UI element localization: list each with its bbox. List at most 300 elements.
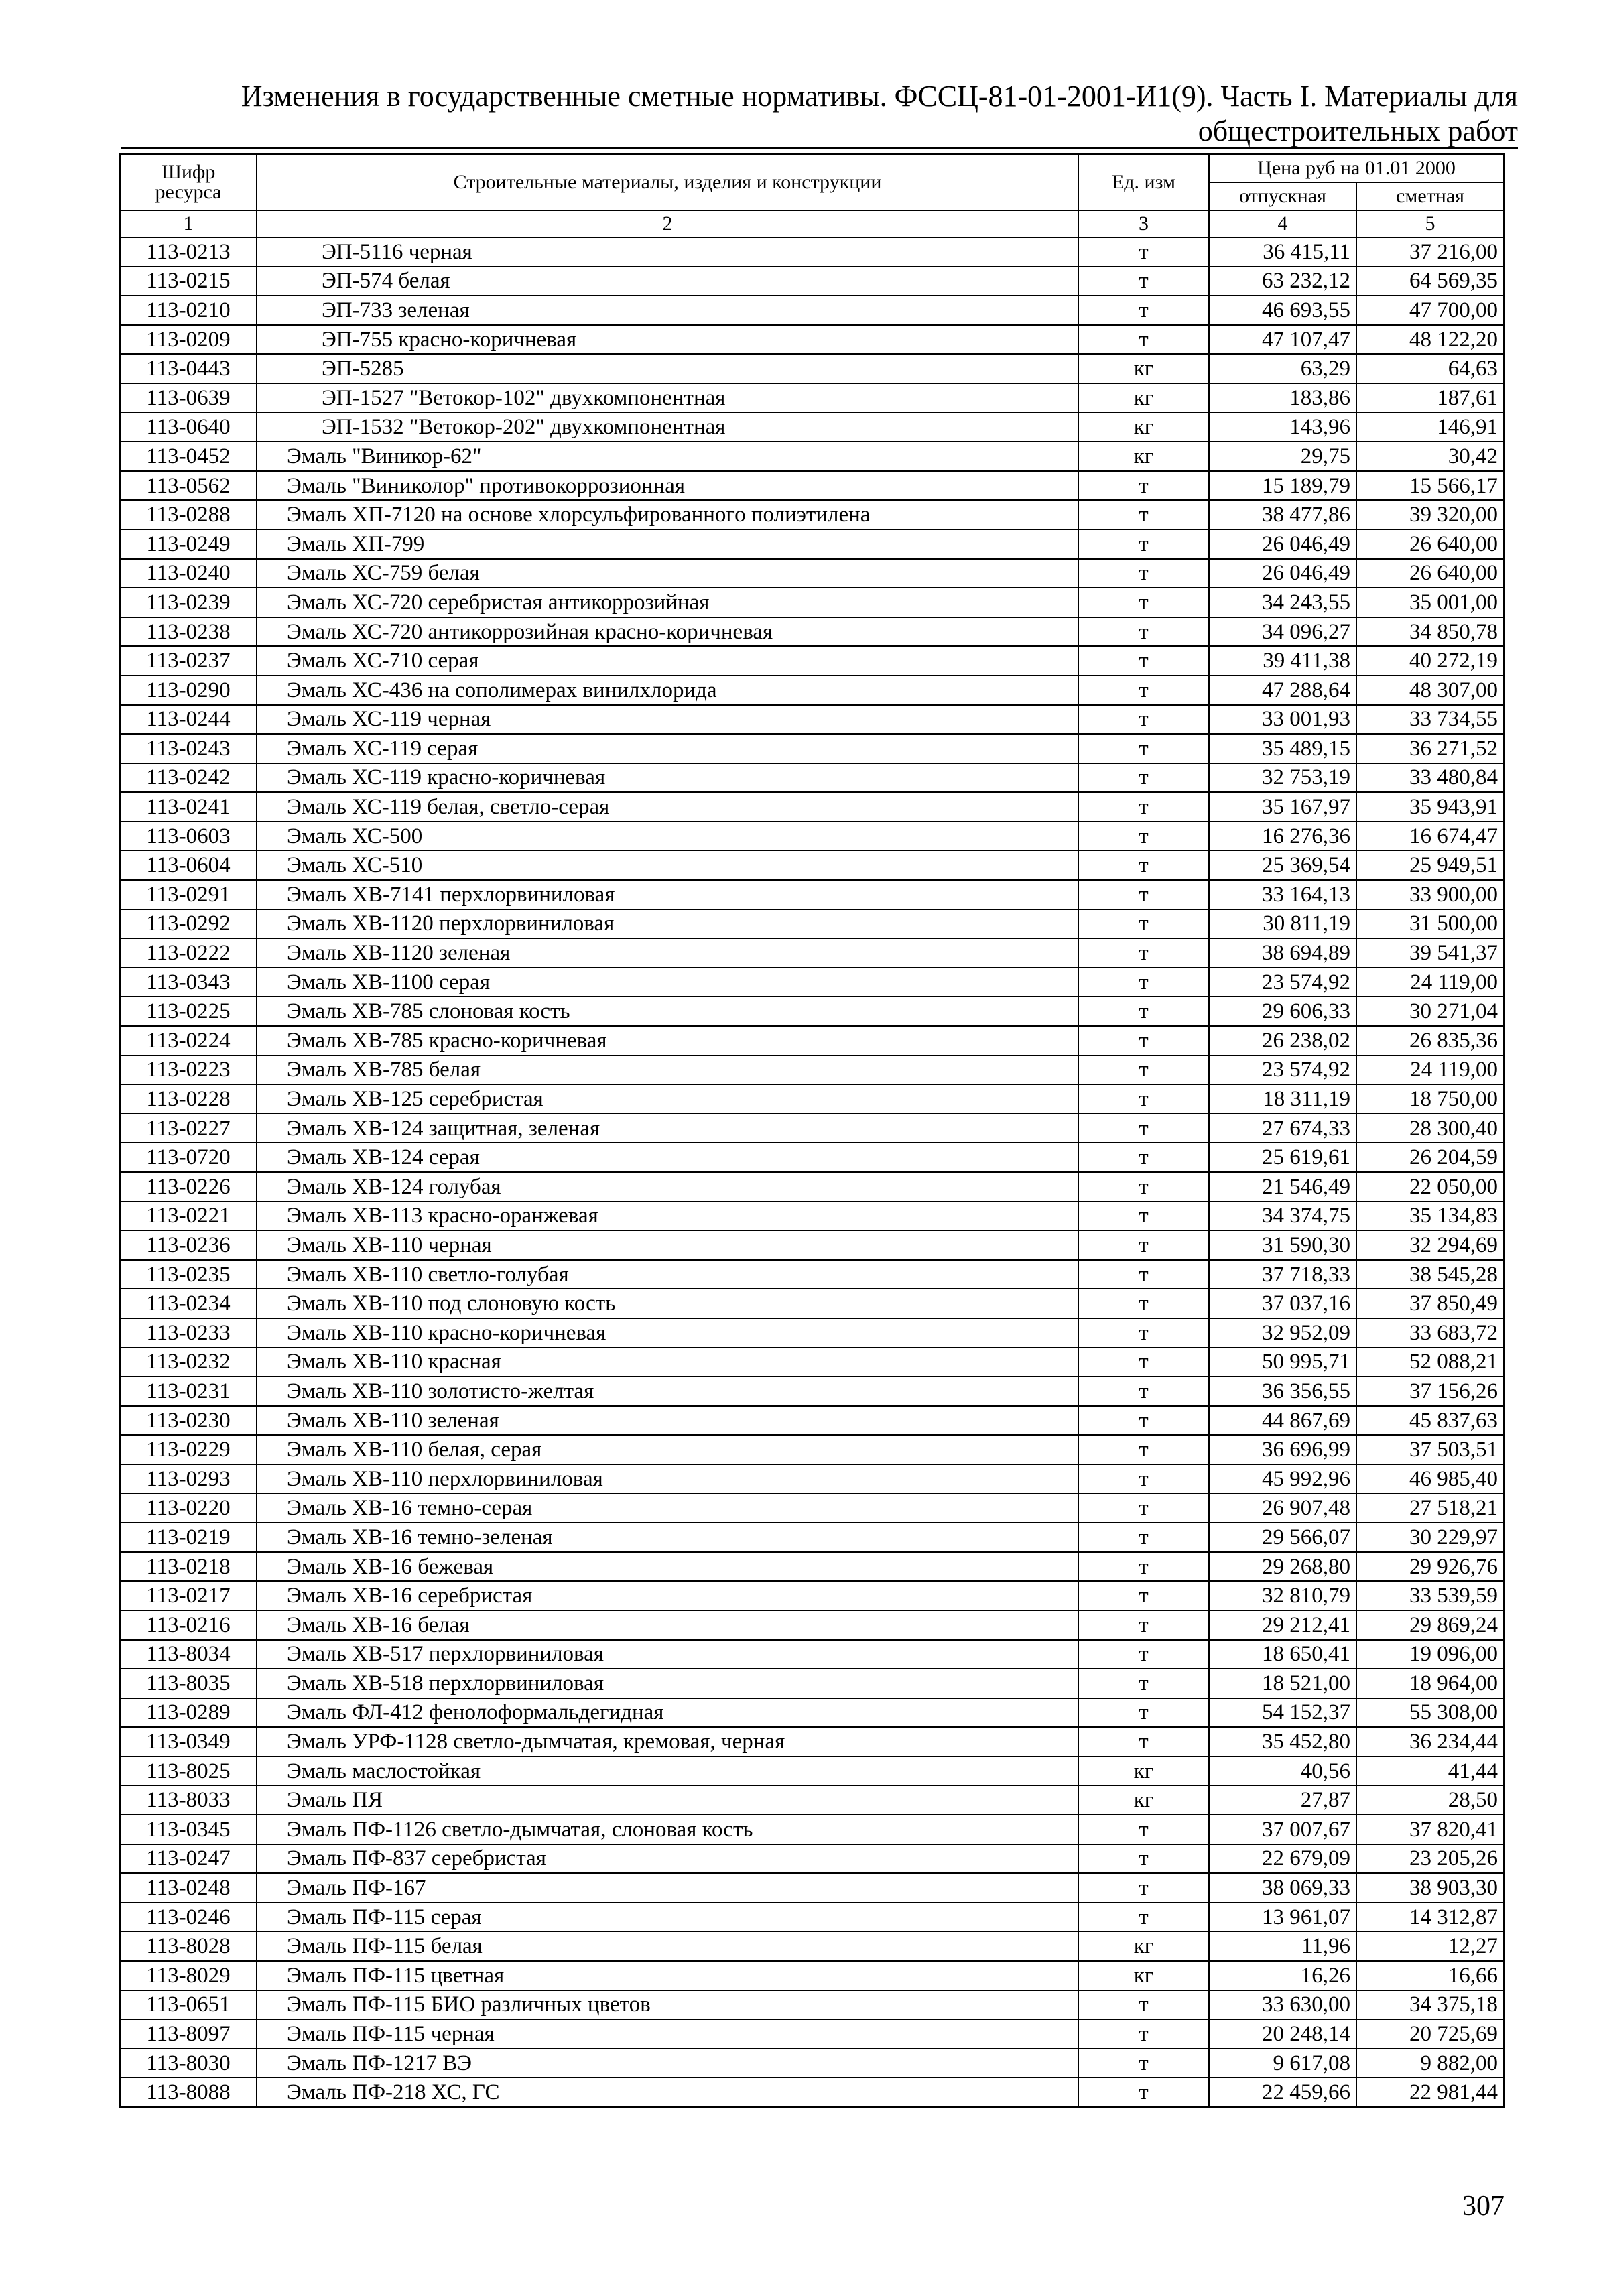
unit-cell: т <box>1078 822 1209 851</box>
unit-cell: т <box>1078 938 1209 968</box>
estimate-price-cell: 34 850,78 <box>1356 617 1504 647</box>
unit-cell: кг <box>1078 1757 1209 1786</box>
resource-code-cell: 113-0640 <box>120 413 257 442</box>
estimate-price-cell: 19 096,00 <box>1356 1640 1504 1669</box>
estimate-price-cell: 34 375,18 <box>1356 1990 1504 2020</box>
resource-code-cell: 113-0228 <box>120 1084 257 1114</box>
release-price-cell: 29 212,41 <box>1209 1610 1356 1640</box>
table-row <box>120 1844 1504 1874</box>
table-row <box>120 822 1504 851</box>
release-price-cell: 15 189,79 <box>1209 471 1356 501</box>
estimate-price-cell: 33 734,55 <box>1356 705 1504 735</box>
unit-cell: кг <box>1078 354 1209 383</box>
unit-cell: т <box>1078 588 1209 617</box>
document-header <box>121 79 1518 149</box>
table-row <box>120 1260 1504 1289</box>
unit-cell: т <box>1078 559 1209 588</box>
unit-cell: т <box>1078 909 1209 939</box>
release-price-cell: 47 288,64 <box>1209 676 1356 705</box>
table-row <box>120 1026 1504 1056</box>
resource-code-cell: 113-0231 <box>120 1377 257 1406</box>
resource-code-cell: 113-0562 <box>120 471 257 501</box>
material-name-cell: Эмаль ПФ-115 БИО различных цветов <box>257 1990 1078 2020</box>
table-row <box>120 2078 1504 2107</box>
release-price-cell: 45 992,96 <box>1209 1464 1356 1494</box>
material-name-cell: Эмаль ХВ-110 золотисто-желтая <box>257 1377 1078 1406</box>
resource-code-cell: 113-0222 <box>120 938 257 968</box>
material-name-cell: Эмаль ХВ-518 перхлорвиниловая <box>257 1669 1078 1698</box>
unit-cell: т <box>1078 1727 1209 1757</box>
unit-cell: т <box>1078 1260 1209 1289</box>
table-row <box>120 1698 1504 1728</box>
table-row <box>120 325 1504 355</box>
release-price-cell: 37 037,16 <box>1209 1289 1356 1318</box>
table-row <box>120 559 1504 588</box>
material-name-cell: Эмаль ПФ-1217 ВЭ <box>257 2049 1078 2078</box>
resource-code-cell: 113-8097 <box>120 2019 257 2049</box>
column-number: 4 <box>1209 210 1356 237</box>
table-row <box>120 997 1504 1026</box>
table-row <box>120 442 1504 471</box>
release-price-cell: 38 477,86 <box>1209 500 1356 529</box>
material-name-cell: Эмаль ПЯ <box>257 1785 1078 1815</box>
release-price-cell: 54 152,37 <box>1209 1698 1356 1728</box>
estimate-price-cell: 33 683,72 <box>1356 1318 1504 1348</box>
estimate-price-cell: 37 820,41 <box>1356 1815 1504 1844</box>
table-row <box>120 968 1504 997</box>
unit-cell: т <box>1078 792 1209 822</box>
unit-cell: т <box>1078 1903 1209 1932</box>
material-name-cell: Эмаль ПФ-115 серая <box>257 1903 1078 1932</box>
release-price-cell: 29 268,80 <box>1209 1552 1356 1582</box>
resource-code-cell: 113-0232 <box>120 1348 257 1377</box>
resource-code-cell: 113-0230 <box>120 1406 257 1436</box>
unit-cell: т <box>1078 850 1209 880</box>
release-price-cell: 26 046,49 <box>1209 559 1356 588</box>
material-name-cell: Эмаль ПФ-1126 светло-дымчатая, слоновая кость <box>257 1815 1078 1844</box>
estimate-price-cell: 47 700,00 <box>1356 296 1504 325</box>
estimate-price-cell: 146,91 <box>1356 413 1504 442</box>
material-name-cell: Эмаль ПФ-115 цветная <box>257 1961 1078 1990</box>
material-name-cell: Эмаль ХВ-1120 перхлорвиниловая <box>257 909 1078 939</box>
estimate-price-cell: 12,27 <box>1356 1931 1504 1961</box>
material-name-cell: Эмаль ХВ-7141 перхлорвиниловая <box>257 880 1078 909</box>
unit-cell: т <box>1078 1230 1209 1260</box>
release-price-cell: 26 907,48 <box>1209 1494 1356 1523</box>
resource-code-cell: 113-0219 <box>120 1523 257 1552</box>
estimate-price-cell: 26 835,36 <box>1356 1026 1504 1056</box>
release-price-cell: 47 107,47 <box>1209 325 1356 355</box>
unit-cell: т <box>1078 1318 1209 1348</box>
unit-cell: т <box>1078 1873 1209 1903</box>
resource-code-cell: 113-0720 <box>120 1143 257 1172</box>
release-price-cell: 22 679,09 <box>1209 1844 1356 1874</box>
table-row <box>120 734 1504 763</box>
resource-code-cell: 113-0604 <box>120 850 257 880</box>
column-number: 2 <box>257 210 1078 237</box>
material-name-cell: ЭП-5285 <box>257 354 1078 383</box>
table-row <box>120 383 1504 413</box>
material-name-cell: Эмаль ХС-720 антикоррозийная красно-коричневая <box>257 617 1078 647</box>
unit-cell: т <box>1078 296 1209 325</box>
resource-code-cell: 113-0238 <box>120 617 257 647</box>
material-name-cell: Эмаль ХВ-16 серебристая <box>257 1581 1078 1610</box>
table-row <box>120 1202 1504 1231</box>
resource-code-cell: 113-0229 <box>120 1435 257 1464</box>
unit-cell: т <box>1078 1348 1209 1377</box>
table-row <box>120 354 1504 383</box>
table-row <box>120 1464 1504 1494</box>
unit-cell: кг <box>1078 1931 1209 1961</box>
material-name-cell: ЭП-574 белая <box>257 267 1078 296</box>
release-price-cell: 50 995,71 <box>1209 1348 1356 1377</box>
table-row <box>120 2019 1504 2049</box>
table-row <box>120 1785 1504 1815</box>
resource-code-cell: 113-0242 <box>120 763 257 793</box>
material-name-cell: Эмаль ХВ-785 белая <box>257 1056 1078 1085</box>
material-name-cell: Эмаль ХС-119 серая <box>257 734 1078 763</box>
estimate-price-cell: 36 234,44 <box>1356 1727 1504 1757</box>
resource-code-cell: 113-0293 <box>120 1464 257 1494</box>
estimate-price-cell: 18 750,00 <box>1356 1084 1504 1114</box>
table-row <box>120 237 1504 267</box>
estimate-price-cell: 33 539,59 <box>1356 1581 1504 1610</box>
resource-code-cell: 113-0345 <box>120 1815 257 1844</box>
table-row <box>120 1172 1504 1202</box>
unit-cell: т <box>1078 529 1209 559</box>
release-price-cell: 63,29 <box>1209 354 1356 383</box>
unit-cell: кг <box>1078 383 1209 413</box>
table-row <box>120 763 1504 793</box>
estimate-price-cell: 33 480,84 <box>1356 763 1504 793</box>
material-name-cell: Эмаль ХС-119 белая, светло-серая <box>257 792 1078 822</box>
table-row <box>120 2049 1504 2078</box>
estimate-price-cell: 187,61 <box>1356 383 1504 413</box>
release-price-cell: 27 674,33 <box>1209 1114 1356 1143</box>
release-price-cell: 34 096,27 <box>1209 617 1356 647</box>
release-price-cell: 38 694,89 <box>1209 938 1356 968</box>
release-price-cell: 40,56 <box>1209 1757 1356 1786</box>
release-price-cell: 29 566,07 <box>1209 1523 1356 1552</box>
release-price-cell: 32 810,79 <box>1209 1581 1356 1610</box>
table-row <box>120 792 1504 822</box>
table-row <box>120 1669 1504 1698</box>
table-row <box>120 880 1504 909</box>
unit-cell: т <box>1078 2019 1209 2049</box>
header-price: Цена руб на 01.01 2000 <box>1209 154 1504 182</box>
unit-cell: т <box>1078 1494 1209 1523</box>
unit-cell: т <box>1078 1172 1209 1202</box>
estimate-price-cell: 26 204,59 <box>1356 1143 1504 1172</box>
estimate-price-cell: 22 050,00 <box>1356 1172 1504 1202</box>
estimate-price-cell: 24 119,00 <box>1356 1056 1504 1085</box>
estimate-price-cell: 14 312,87 <box>1356 1903 1504 1932</box>
material-name-cell: Эмаль ХС-119 красно-коричневая <box>257 763 1078 793</box>
material-name-cell: Эмаль "Виниколор" противокоррозионная <box>257 471 1078 501</box>
release-price-cell: 25 619,61 <box>1209 1143 1356 1172</box>
release-price-cell: 16 276,36 <box>1209 822 1356 851</box>
unit-cell: т <box>1078 968 1209 997</box>
unit-cell: т <box>1078 1844 1209 1874</box>
unit-cell: т <box>1078 1815 1209 1844</box>
resource-code-cell: 113-0349 <box>120 1727 257 1757</box>
release-price-cell: 39 411,38 <box>1209 646 1356 676</box>
estimate-price-cell: 31 500,00 <box>1356 909 1504 939</box>
table-row <box>120 471 1504 501</box>
unit-cell: т <box>1078 500 1209 529</box>
table-header <box>120 154 1504 237</box>
estimate-price-cell: 25 949,51 <box>1356 850 1504 880</box>
resource-code-cell: 113-0243 <box>120 734 257 763</box>
estimate-price-cell: 16 674,47 <box>1356 822 1504 851</box>
header-rule <box>121 147 1518 149</box>
unit-cell: т <box>1078 1114 1209 1143</box>
release-price-cell: 20 248,14 <box>1209 2019 1356 2049</box>
resource-code-cell: 113-0233 <box>120 1318 257 1348</box>
resource-code-cell: 113-0234 <box>120 1289 257 1318</box>
table-body <box>120 237 1504 2107</box>
resource-code-cell: 113-0224 <box>120 1026 257 1056</box>
resource-code-cell: 113-0220 <box>120 1494 257 1523</box>
estimate-price-cell: 29 926,76 <box>1356 1552 1504 1582</box>
unit-cell: т <box>1078 1669 1209 1698</box>
material-name-cell: Эмаль ХВ-110 светло-голубая <box>257 1260 1078 1289</box>
release-price-cell: 25 369,54 <box>1209 850 1356 880</box>
header-estimate-price: сметная <box>1356 182 1504 210</box>
resource-code-cell: 113-0291 <box>120 880 257 909</box>
resource-code-cell: 113-8035 <box>120 1669 257 1698</box>
estimate-price-cell: 30 271,04 <box>1356 997 1504 1026</box>
unit-cell: т <box>1078 471 1209 501</box>
estimate-price-cell: 33 900,00 <box>1356 880 1504 909</box>
release-price-cell: 29 606,33 <box>1209 997 1356 1026</box>
material-name-cell: Эмаль ХВ-16 темно-серая <box>257 1494 1078 1523</box>
release-price-cell: 11,96 <box>1209 1931 1356 1961</box>
resource-code-cell: 113-0235 <box>120 1260 257 1289</box>
header-title-line1: Изменения в государственные сметные нормативы. ФССЦ-81-01-2001-И1(9). Часть I. Материалы для <box>241 80 1518 113</box>
table-row <box>120 500 1504 529</box>
release-price-cell: 22 459,66 <box>1209 2078 1356 2107</box>
table-row <box>120 705 1504 735</box>
material-name-cell: Эмаль ХС-720 серебристая антикоррозийная <box>257 588 1078 617</box>
estimate-price-cell: 41,44 <box>1356 1757 1504 1786</box>
resource-code-cell: 113-0241 <box>120 792 257 822</box>
unit-cell: т <box>1078 880 1209 909</box>
unit-cell: т <box>1078 1202 1209 1231</box>
release-price-cell: 27,87 <box>1209 1785 1356 1815</box>
estimate-price-cell: 38 545,28 <box>1356 1260 1504 1289</box>
estimate-price-cell: 29 869,24 <box>1356 1610 1504 1640</box>
column-number: 3 <box>1078 210 1209 237</box>
unit-cell: т <box>1078 1552 1209 1582</box>
estimate-price-cell: 35 134,83 <box>1356 1202 1504 1231</box>
table-row <box>120 1348 1504 1377</box>
material-name-cell: Эмаль ПФ-115 черная <box>257 2019 1078 2049</box>
release-price-cell: 16,26 <box>1209 1961 1356 1990</box>
release-price-cell: 30 811,19 <box>1209 909 1356 939</box>
resource-code-cell: 113-0240 <box>120 559 257 588</box>
material-name-cell: Эмаль ХВ-125 серебристая <box>257 1084 1078 1114</box>
unit-cell: т <box>1078 237 1209 267</box>
table-row <box>120 850 1504 880</box>
resource-code-cell: 113-0603 <box>120 822 257 851</box>
unit-cell: т <box>1078 1640 1209 1669</box>
resource-code-cell: 113-0651 <box>120 1990 257 2020</box>
estimate-price-cell: 37 850,49 <box>1356 1289 1504 1318</box>
unit-cell: т <box>1078 2078 1209 2107</box>
material-name-cell: Эмаль маслостойкая <box>257 1757 1078 1786</box>
release-price-cell: 32 753,19 <box>1209 763 1356 793</box>
unit-cell: кг <box>1078 1961 1209 1990</box>
material-name-cell: Эмаль ХВ-110 черная <box>257 1230 1078 1260</box>
unit-cell: т <box>1078 763 1209 793</box>
unit-cell: т <box>1078 997 1209 1026</box>
release-price-cell: 26 046,49 <box>1209 529 1356 559</box>
release-price-cell: 18 650,41 <box>1209 1640 1356 1669</box>
resource-code-cell: 113-0218 <box>120 1552 257 1582</box>
resource-code-cell: 113-8025 <box>120 1757 257 1786</box>
unit-cell: т <box>1078 617 1209 647</box>
release-price-cell: 36 696,99 <box>1209 1435 1356 1464</box>
material-name-cell: Эмаль ХС-510 <box>257 850 1078 880</box>
resource-code-cell: 113-0226 <box>120 1172 257 1202</box>
table-row <box>120 909 1504 939</box>
unit-cell: т <box>1078 1464 1209 1494</box>
table-row <box>120 1815 1504 1844</box>
release-price-cell: 36 356,55 <box>1209 1377 1356 1406</box>
release-price-cell: 29,75 <box>1209 442 1356 471</box>
material-name-cell: Эмаль ХВ-16 темно-зеленая <box>257 1523 1078 1552</box>
resource-code-cell: 113-8029 <box>120 1961 257 1990</box>
table-row <box>120 1289 1504 1318</box>
table-row <box>120 267 1504 296</box>
unit-cell: т <box>1078 1435 1209 1464</box>
estimate-price-cell: 26 640,00 <box>1356 529 1504 559</box>
table-row <box>120 1990 1504 2020</box>
release-price-cell: 18 521,00 <box>1209 1669 1356 1698</box>
estimate-price-cell: 24 119,00 <box>1356 968 1504 997</box>
table-row <box>120 1727 1504 1757</box>
material-name-cell: Эмаль ПФ-837 серебристая <box>257 1844 1078 1874</box>
release-price-cell: 35 489,15 <box>1209 734 1356 763</box>
table-row <box>120 938 1504 968</box>
estimate-price-cell: 15 566,17 <box>1356 471 1504 501</box>
material-name-cell: Эмаль УРФ-1128 светло-дымчатая, кремовая, черная <box>257 1727 1078 1757</box>
estimate-price-cell: 16,66 <box>1356 1961 1504 1990</box>
table-row <box>120 588 1504 617</box>
unit-cell: т <box>1078 705 1209 735</box>
unit-cell: т <box>1078 1143 1209 1172</box>
estimate-price-cell: 39 320,00 <box>1356 500 1504 529</box>
material-name-cell: Эмаль ХВ-16 белая <box>257 1610 1078 1640</box>
table-row <box>120 1523 1504 1552</box>
material-name-cell: ЭП-733 зеленая <box>257 296 1078 325</box>
release-price-cell: 35 167,97 <box>1209 792 1356 822</box>
header-release-price: отпускная <box>1209 182 1356 210</box>
resource-code-cell: 113-0225 <box>120 997 257 1026</box>
unit-cell: т <box>1078 1581 1209 1610</box>
estimate-price-cell: 48 122,20 <box>1356 325 1504 355</box>
resource-code-cell: 113-0248 <box>120 1873 257 1903</box>
table-row <box>120 1230 1504 1260</box>
estimate-price-cell: 40 272,19 <box>1356 646 1504 676</box>
release-price-cell: 36 415,11 <box>1209 237 1356 267</box>
estimate-price-cell: 28,50 <box>1356 1785 1504 1815</box>
material-name-cell: Эмаль ФЛ-412 фенолоформальдегидная <box>257 1698 1078 1728</box>
release-price-cell: 34 243,55 <box>1209 588 1356 617</box>
estimate-price-cell: 35 943,91 <box>1356 792 1504 822</box>
material-name-cell: Эмаль "Виникор-62" <box>257 442 1078 471</box>
estimate-price-cell: 39 541,37 <box>1356 938 1504 968</box>
table-row <box>120 646 1504 676</box>
unit-cell: т <box>1078 1084 1209 1114</box>
release-price-cell: 33 164,13 <box>1209 880 1356 909</box>
material-name-cell: Эмаль ХВ-124 защитная, зеленая <box>257 1114 1078 1143</box>
material-name-cell: ЭП-755 красно-коричневая <box>257 325 1078 355</box>
resource-code-cell: 113-0288 <box>120 500 257 529</box>
release-price-cell: 183,86 <box>1209 383 1356 413</box>
material-name-cell: Эмаль ХВ-16 бежевая <box>257 1552 1078 1582</box>
header-unit: Ед. изм <box>1078 154 1209 210</box>
table-row <box>120 1084 1504 1114</box>
unit-cell: кг <box>1078 442 1209 471</box>
release-price-cell: 21 546,49 <box>1209 1172 1356 1202</box>
release-price-cell: 23 574,92 <box>1209 968 1356 997</box>
material-name-cell: Эмаль ХС-710 серая <box>257 646 1078 676</box>
resource-code-cell: 113-8033 <box>120 1785 257 1815</box>
release-price-cell: 38 069,33 <box>1209 1873 1356 1903</box>
estimate-price-cell: 37 503,51 <box>1356 1435 1504 1464</box>
unit-cell: т <box>1078 646 1209 676</box>
table-row <box>120 1610 1504 1640</box>
material-name-cell: Эмаль ПФ-218 ХС, ГС <box>257 2078 1078 2107</box>
material-name-cell: Эмаль ХП-7120 на основе хлорсульфированного полиэтилена <box>257 500 1078 529</box>
table-row <box>120 1114 1504 1143</box>
resource-code-cell: 113-0213 <box>120 237 257 267</box>
material-name-cell: Эмаль ХВ-110 красно-коричневая <box>257 1318 1078 1348</box>
table-row <box>120 1640 1504 1669</box>
table-row <box>120 1552 1504 1582</box>
material-name-cell: Эмаль ХВ-124 голубая <box>257 1172 1078 1202</box>
table-row <box>120 1143 1504 1172</box>
material-name-cell: Эмаль ХВ-1100 серая <box>257 968 1078 997</box>
release-price-cell: 13 961,07 <box>1209 1903 1356 1932</box>
material-name-cell: Эмаль ХВ-517 перхлорвиниловая <box>257 1640 1078 1669</box>
estimate-price-cell: 64,63 <box>1356 354 1504 383</box>
column-number: 1 <box>120 210 257 237</box>
estimate-price-cell: 32 294,69 <box>1356 1230 1504 1260</box>
unit-cell: т <box>1078 1523 1209 1552</box>
release-price-cell: 44 867,69 <box>1209 1406 1356 1436</box>
resource-code-cell: 113-0452 <box>120 442 257 471</box>
release-price-cell: 34 374,75 <box>1209 1202 1356 1231</box>
unit-cell: кг <box>1078 413 1209 442</box>
resource-code-cell: 113-0217 <box>120 1581 257 1610</box>
estimate-price-cell: 52 088,21 <box>1356 1348 1504 1377</box>
table-row <box>120 413 1504 442</box>
table-row <box>120 1581 1504 1610</box>
unit-cell: т <box>1078 676 1209 705</box>
table-row <box>120 1056 1504 1085</box>
table-row <box>120 1318 1504 1348</box>
unit-cell: т <box>1078 1698 1209 1728</box>
estimate-price-cell: 18 964,00 <box>1356 1669 1504 1698</box>
release-price-cell: 33 001,93 <box>1209 705 1356 735</box>
material-name-cell: Эмаль ХС-759 белая <box>257 559 1078 588</box>
estimate-price-cell: 37 156,26 <box>1356 1377 1504 1406</box>
resource-code-cell: 113-0209 <box>120 325 257 355</box>
estimate-price-cell: 64 569,35 <box>1356 267 1504 296</box>
